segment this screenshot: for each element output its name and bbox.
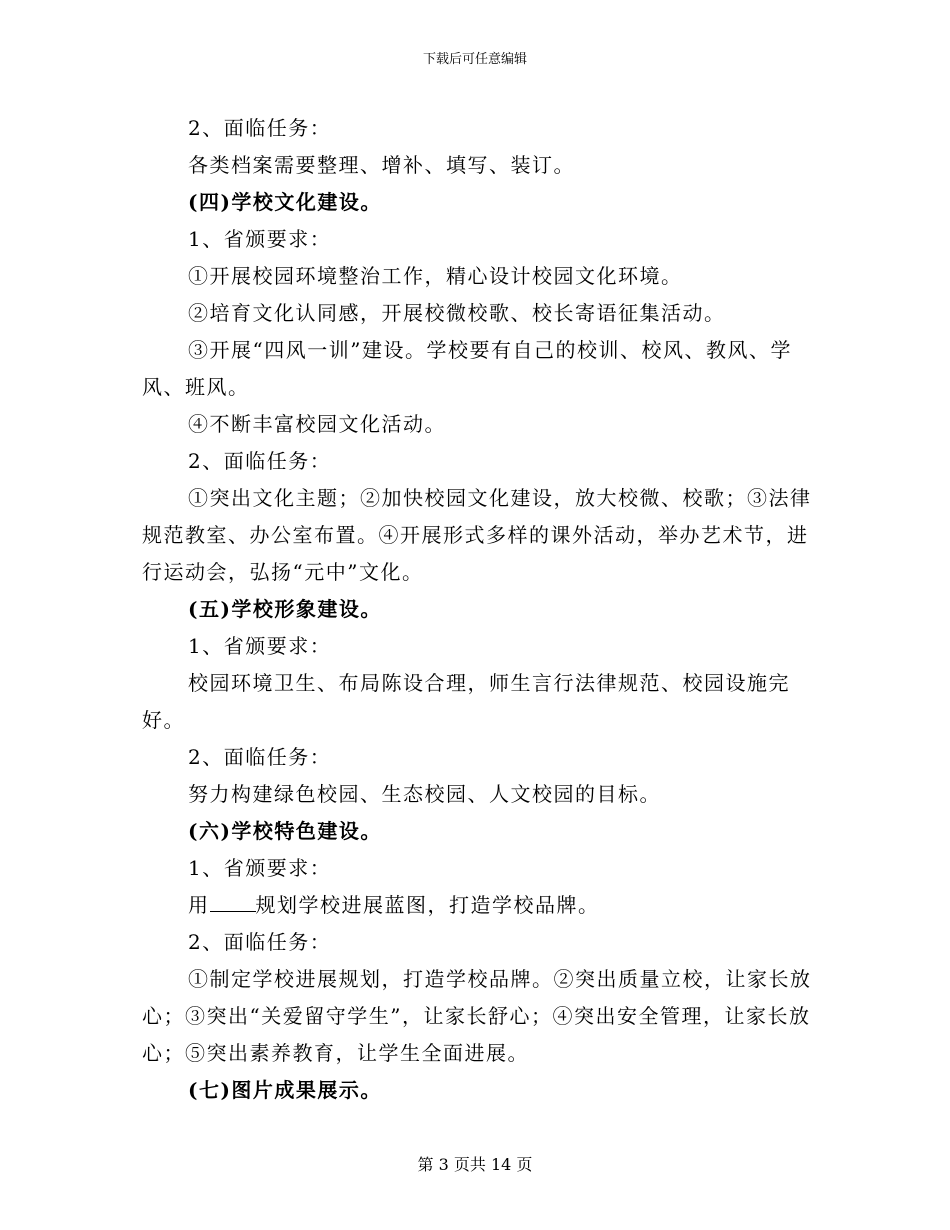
paragraph-text-after-blank: 规划学校进展蓝图，打造学校品牌。 bbox=[255, 893, 600, 917]
section-heading: (六)学校特色建设。 bbox=[188, 819, 382, 843]
paragraph-with-blank bbox=[142, 887, 812, 924]
paragraph: ①突出文化主题；②加快校园文化建设，放大校微、校歌；③法律规范教室、办公室布置。④开展形式多样的课外活动，举办艺术节，进行运动会，弘扬“元中”文化。 bbox=[142, 486, 812, 584]
paragraph: 2、面临任务： bbox=[188, 116, 332, 140]
section-heading: (四)学校文化建设。 bbox=[188, 190, 382, 214]
page-header: 下载后可任意编辑 bbox=[422, 52, 527, 67]
paragraph: 1、省颁要求： bbox=[188, 634, 332, 658]
paragraph: 2、面临任务： bbox=[188, 745, 332, 769]
paragraph: ④不断丰富校园文化活动。 bbox=[188, 412, 446, 436]
paragraph: ①制定学校进展规划，打造学校品牌。②突出质量立校，让家长放心；③突出“关爱留守学生”，让家长舒心；④突出安全管理，让家长放心；⑤突出素养教育，让学生全面进展。 bbox=[142, 967, 812, 1065]
fill-in-blank bbox=[210, 893, 256, 912]
section-heading: (七)图片成果展示。 bbox=[188, 1078, 382, 1102]
paragraph: 努力构建绿色校园、生态校园、人文校园的目标。 bbox=[188, 782, 661, 806]
paragraph: 1、省颁要求： bbox=[188, 856, 332, 880]
paragraph: 校园环境卫生、布局陈设合理，师生言行法律规范、校园设施完好。 bbox=[142, 671, 790, 732]
paragraph: ①开展校园环境整治工作，精心设计校园文化环境。 bbox=[188, 264, 683, 288]
paragraph: 2、面临任务： bbox=[188, 449, 332, 473]
paragraph: ③开展“四风一训”建设。学校要有自己的校训、校风、教风、学风、班风。 bbox=[142, 338, 792, 399]
paragraph-text-before-blank: 用 bbox=[188, 893, 210, 917]
paragraph: ②培育文化认同感，开展校微校歌、校长寄语征集活动。 bbox=[188, 301, 726, 325]
paragraph: 1、省颁要求： bbox=[188, 227, 332, 251]
section-heading: (五)学校形象建设。 bbox=[188, 597, 382, 621]
document-body bbox=[142, 110, 812, 1109]
page-footer: 第 3 页共 14 页 bbox=[417, 1155, 533, 1174]
paragraph: 各类档案需要整理、增补、填写、装订。 bbox=[188, 153, 575, 177]
paragraph: 2、面临任务： bbox=[188, 930, 332, 954]
